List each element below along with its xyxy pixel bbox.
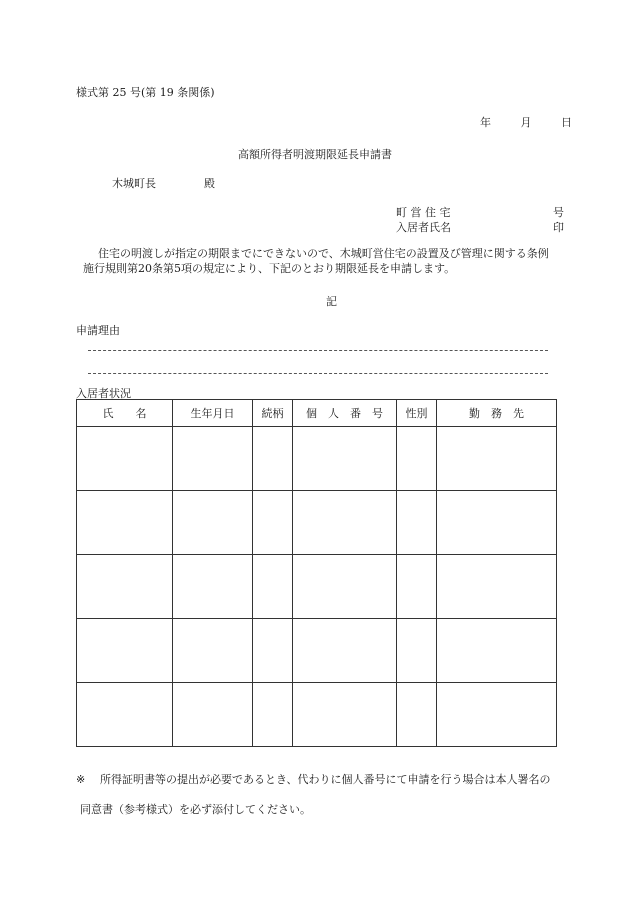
statement-line-2: 施行規則第20条第5項の規定により、下記のとおり期限延長を申請します。 (83, 262, 456, 275)
seal-mark: 印 (553, 221, 564, 234)
cell-workplace[interactable] (437, 491, 557, 555)
cell-relationship[interactable] (253, 683, 293, 747)
cell-workplace[interactable] (437, 683, 557, 747)
cell-name[interactable] (77, 619, 173, 683)
date-row (480, 114, 572, 130)
cell-gender[interactable] (397, 491, 437, 555)
cell-workplace[interactable] (437, 619, 557, 683)
reason-line-1[interactable] (88, 350, 548, 351)
housing-label: 町 営 住 宅 (396, 206, 451, 219)
cell-gender[interactable] (397, 427, 437, 491)
cell-personal-number[interactable] (293, 427, 397, 491)
header-birthdate: 生年月日 (173, 400, 253, 427)
note-line-1 (76, 765, 551, 795)
statement-line-1: 住宅の明渡しが指定の期限までにできないので、木城町営住宅の設置及び管理に関する条例 (98, 247, 549, 260)
table-row (77, 555, 557, 619)
reason-label: 申請理由 (76, 324, 120, 337)
table-row (77, 427, 557, 491)
note-text-1: 所得証明書等の提出が必要であるとき、代わりに個人番号にて申請を行う場合は本人署名の (100, 773, 551, 786)
note-mark: ※ (76, 773, 86, 786)
form-number: 様式第 25 号(第 19 条関係) (76, 86, 215, 99)
cell-relationship[interactable] (253, 555, 293, 619)
residents-table (76, 399, 557, 747)
cell-birthdate[interactable] (173, 555, 253, 619)
document-title: 高額所得者明渡期限延長申請書 (238, 148, 392, 161)
residents-header-row (77, 400, 557, 427)
addressee-honorific: 殿 (204, 177, 215, 190)
date-year-label: 年 (480, 116, 491, 129)
cell-birthdate[interactable] (173, 491, 253, 555)
cell-personal-number[interactable] (293, 555, 397, 619)
header-workplace: 勤 務 先 (437, 400, 557, 427)
header-relationship: 続柄 (253, 400, 293, 427)
date-month-label: 月 (520, 116, 532, 129)
cell-birthdate[interactable] (173, 427, 253, 491)
table-row (77, 619, 557, 683)
cell-name[interactable] (77, 491, 173, 555)
cell-gender[interactable] (397, 619, 437, 683)
cell-relationship[interactable] (253, 427, 293, 491)
housing-row (396, 204, 564, 220)
cell-personal-number[interactable] (293, 683, 397, 747)
reason-line-2[interactable] (88, 373, 548, 374)
header-gender: 性別 (397, 400, 437, 427)
cell-personal-number[interactable] (293, 619, 397, 683)
header-personal-number: 個 人 番 号 (293, 400, 397, 427)
ki-heading: 記 (326, 295, 337, 308)
cell-birthdate[interactable] (173, 619, 253, 683)
residents-label: 入居者状況 (76, 387, 131, 400)
note (76, 765, 551, 825)
note-line-2: 同意書（参考様式）を必ず添付してください。 (80, 803, 311, 816)
cell-gender[interactable] (397, 555, 437, 619)
table-row (77, 683, 557, 747)
table-row (77, 491, 557, 555)
cell-name[interactable] (77, 683, 173, 747)
cell-relationship[interactable] (253, 491, 293, 555)
resident-name-row (396, 219, 564, 235)
cell-workplace[interactable] (437, 555, 557, 619)
date-day-label: 日 (561, 116, 572, 129)
application-statement (76, 246, 588, 276)
addressee (112, 175, 215, 191)
cell-birthdate[interactable] (173, 683, 253, 747)
cell-workplace[interactable] (437, 427, 557, 491)
cell-name[interactable] (77, 427, 173, 491)
cell-gender[interactable] (397, 683, 437, 747)
addressee-name: 木城町長 (112, 177, 156, 190)
number-suffix: 号 (553, 206, 564, 219)
cell-name[interactable] (77, 555, 173, 619)
cell-relationship[interactable] (253, 619, 293, 683)
cell-personal-number[interactable] (293, 491, 397, 555)
header-name: 氏 名 (77, 400, 173, 427)
resident-name-label: 入居者氏名 (396, 221, 451, 234)
